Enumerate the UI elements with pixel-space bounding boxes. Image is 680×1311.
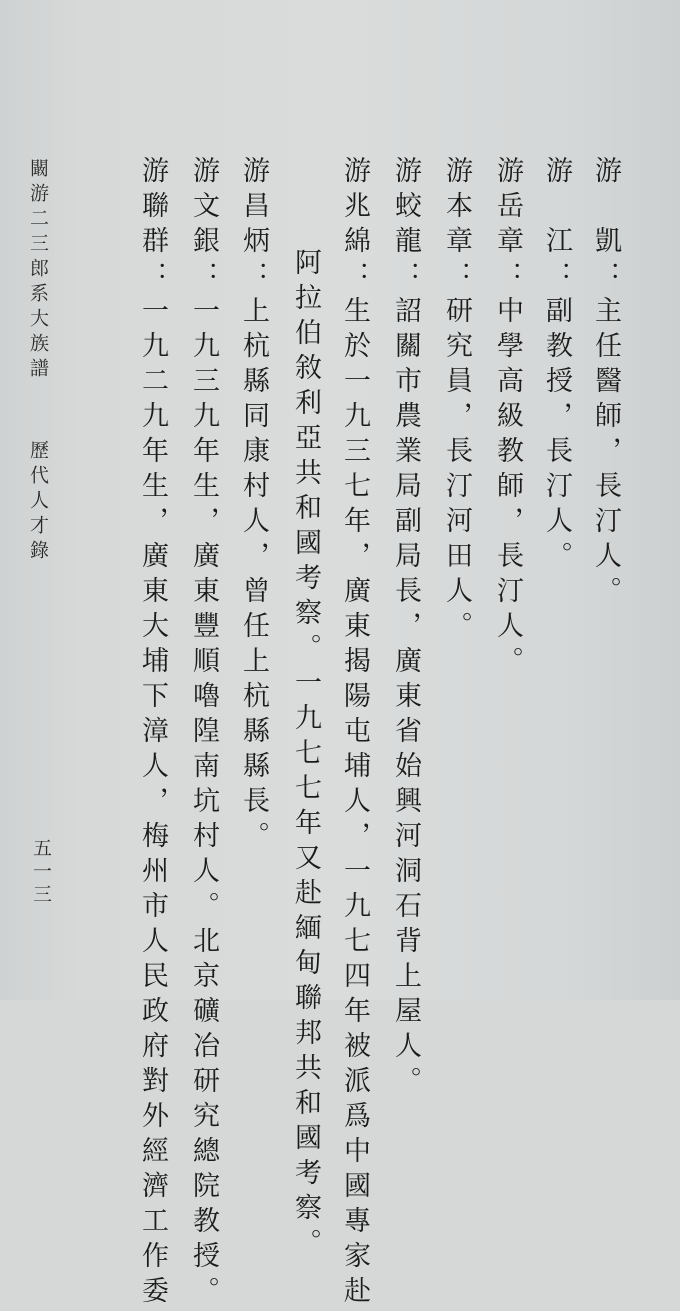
entry-column: 游兆綿：生於一九三七年，廣東揭陽屯埔人，一九七四年被派爲中國專家赴 [339, 156, 370, 1311]
entry-column-continuation: 阿拉伯敘利亞共和國考察。一九七七年又赴緬甸聯邦共和國考察。 [290, 248, 321, 1263]
page-number: 五一三 [30, 838, 52, 907]
entry-column: 游本章：研究員，長汀河田人。 [441, 156, 472, 646]
entry-column: 游聯群：一九二九年生，廣東大埔下漳人，梅州市人民政府對外經濟工作委 [137, 156, 168, 1311]
entry-column: 游 凱：主任醫師，長汀人。 [590, 156, 621, 611]
book-title: 闞游二三郎系大族譜 [27, 158, 49, 383]
entry-column: 游岳章：中學高級教師，長汀人。 [492, 156, 523, 681]
entry-column: 游 江：副教授，長汀人。 [541, 156, 572, 576]
section-title: 歷代人才錄 [27, 440, 49, 565]
entry-column: 游蛟龍：詔關市農業局副局長，廣東省始興河洞石背上屋人。 [390, 156, 421, 1101]
entry-column: 游文銀：一九三九年生，廣東豐順嚕隍南坑村人。北京礦冶研究總院教授。 [188, 156, 219, 1311]
entry-column: 游昌炳：上杭縣同康村人，曾任上杭縣縣長。 [238, 156, 269, 856]
